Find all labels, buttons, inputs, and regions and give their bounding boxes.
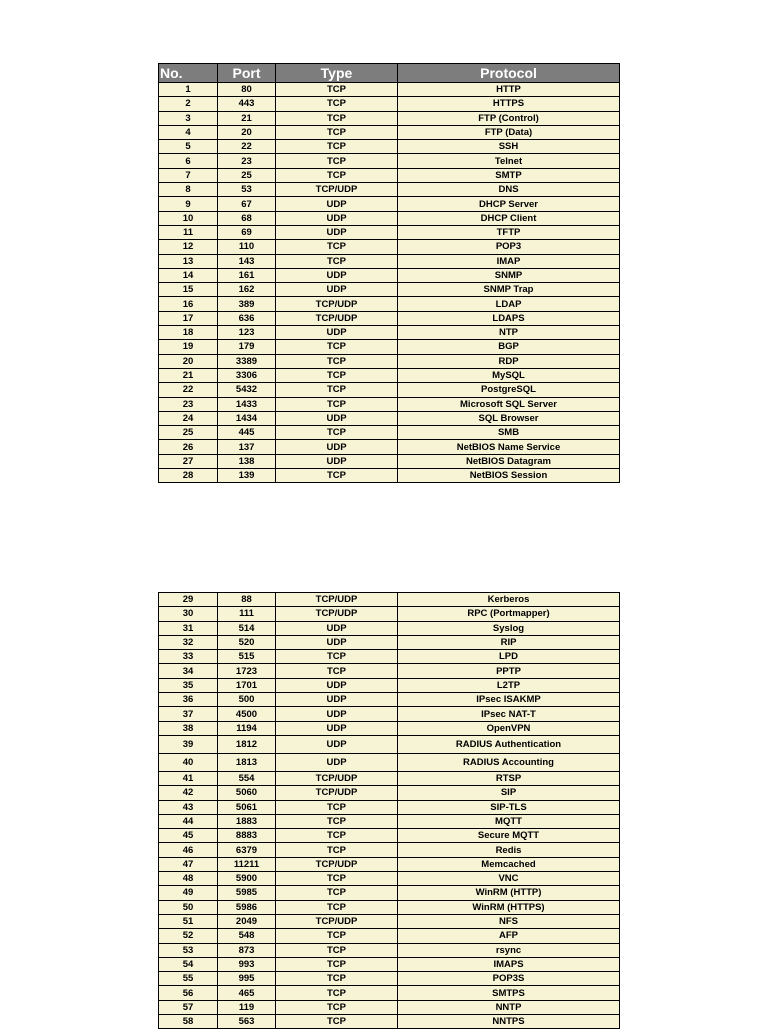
cell-port: 8883 bbox=[218, 829, 276, 843]
table-row bbox=[159, 735, 620, 753]
cell-type: TCP bbox=[276, 254, 398, 268]
cell-protocol: LDAPS bbox=[398, 311, 620, 325]
cell-no: 34 bbox=[159, 664, 218, 678]
cell-no: 20 bbox=[159, 354, 218, 368]
cell-protocol: SMTP bbox=[398, 168, 620, 182]
cell-port: 11211 bbox=[218, 857, 276, 871]
ports-table-2-body bbox=[159, 593, 620, 1029]
cell-no: 5 bbox=[159, 140, 218, 154]
cell-protocol: Secure MQTT bbox=[398, 829, 620, 843]
cell-no: 10 bbox=[159, 211, 218, 225]
cell-port: 137 bbox=[218, 440, 276, 454]
cell-type: TCP bbox=[276, 397, 398, 411]
cell-type: TCP bbox=[276, 843, 398, 857]
cell-port: 161 bbox=[218, 268, 276, 282]
cell-port: 500 bbox=[218, 693, 276, 707]
cell-port: 465 bbox=[218, 986, 276, 1000]
table-row bbox=[159, 125, 620, 139]
cell-protocol: TFTP bbox=[398, 225, 620, 239]
cell-port: 389 bbox=[218, 297, 276, 311]
cell-no: 16 bbox=[159, 297, 218, 311]
cell-port: 111 bbox=[218, 607, 276, 621]
cell-no: 14 bbox=[159, 268, 218, 282]
cell-port: 69 bbox=[218, 225, 276, 239]
cell-port: 873 bbox=[218, 943, 276, 957]
cell-type: TCP bbox=[276, 1015, 398, 1029]
cell-type: UDP bbox=[276, 707, 398, 721]
header-type: Type bbox=[276, 64, 398, 83]
cell-type: TCP/UDP bbox=[276, 297, 398, 311]
cell-protocol: AFP bbox=[398, 929, 620, 943]
table-row bbox=[159, 469, 620, 483]
cell-port: 1433 bbox=[218, 397, 276, 411]
cell-protocol: SNMP bbox=[398, 268, 620, 282]
cell-port: 3389 bbox=[218, 354, 276, 368]
table-row bbox=[159, 707, 620, 721]
cell-protocol: NNTP bbox=[398, 1000, 620, 1014]
header-no: No. bbox=[159, 64, 218, 83]
cell-protocol: Microsoft SQL Server bbox=[398, 397, 620, 411]
cell-port: 554 bbox=[218, 771, 276, 785]
table-row bbox=[159, 872, 620, 886]
cell-port: 1194 bbox=[218, 721, 276, 735]
cell-protocol: Kerberos bbox=[398, 593, 620, 607]
cell-no: 54 bbox=[159, 957, 218, 971]
cell-no: 33 bbox=[159, 650, 218, 664]
cell-no: 51 bbox=[159, 914, 218, 928]
cell-no: 50 bbox=[159, 900, 218, 914]
table-row bbox=[159, 340, 620, 354]
table-row bbox=[159, 197, 620, 211]
table-row bbox=[159, 97, 620, 111]
table-row bbox=[159, 621, 620, 635]
cell-no: 8 bbox=[159, 183, 218, 197]
cell-no: 57 bbox=[159, 1000, 218, 1014]
cell-no: 11 bbox=[159, 225, 218, 239]
ports-table-2 bbox=[158, 592, 620, 1029]
cell-type: TCP bbox=[276, 154, 398, 168]
cell-type: TCP bbox=[276, 664, 398, 678]
table-row bbox=[159, 183, 620, 197]
cell-port: 119 bbox=[218, 1000, 276, 1014]
table-row bbox=[159, 886, 620, 900]
table-row bbox=[159, 225, 620, 239]
cell-type: UDP bbox=[276, 411, 398, 425]
cell-protocol: SQL Browser bbox=[398, 411, 620, 425]
table-row bbox=[159, 297, 620, 311]
cell-protocol: SMTPS bbox=[398, 986, 620, 1000]
cell-protocol: L2TP bbox=[398, 678, 620, 692]
cell-protocol: PostgreSQL bbox=[398, 383, 620, 397]
cell-type: TCP bbox=[276, 814, 398, 828]
cell-type: TCP bbox=[276, 972, 398, 986]
table-row bbox=[159, 607, 620, 621]
cell-protocol: HTTP bbox=[398, 83, 620, 97]
cell-protocol: LPD bbox=[398, 650, 620, 664]
table-row bbox=[159, 268, 620, 282]
cell-type: UDP bbox=[276, 693, 398, 707]
table-row bbox=[159, 211, 620, 225]
cell-no: 32 bbox=[159, 635, 218, 649]
cell-no: 27 bbox=[159, 454, 218, 468]
table-row bbox=[159, 368, 620, 382]
cell-protocol: LDAP bbox=[398, 297, 620, 311]
cell-port: 6379 bbox=[218, 843, 276, 857]
cell-type: TCP bbox=[276, 368, 398, 382]
cell-port: 636 bbox=[218, 311, 276, 325]
table-row bbox=[159, 693, 620, 707]
table-row bbox=[159, 635, 620, 649]
cell-no: 18 bbox=[159, 326, 218, 340]
cell-port: 993 bbox=[218, 957, 276, 971]
cell-type: TCP bbox=[276, 383, 398, 397]
table-row bbox=[159, 957, 620, 971]
table-row bbox=[159, 354, 620, 368]
cell-port: 20 bbox=[218, 125, 276, 139]
cell-port: 995 bbox=[218, 972, 276, 986]
cell-port: 110 bbox=[218, 240, 276, 254]
cell-protocol: RADIUS Authentication bbox=[398, 735, 620, 753]
cell-protocol: NetBIOS Name Service bbox=[398, 440, 620, 454]
cell-protocol: Memcached bbox=[398, 857, 620, 871]
cell-type: UDP bbox=[276, 454, 398, 468]
cell-type: TCP/UDP bbox=[276, 914, 398, 928]
header-protocol: Protocol bbox=[398, 64, 620, 83]
cell-no: 15 bbox=[159, 283, 218, 297]
cell-no: 43 bbox=[159, 800, 218, 814]
cell-protocol: RDP bbox=[398, 354, 620, 368]
cell-protocol: DHCP Server bbox=[398, 197, 620, 211]
cell-port: 143 bbox=[218, 254, 276, 268]
cell-type: TCP bbox=[276, 900, 398, 914]
cell-type: TCP bbox=[276, 240, 398, 254]
table-row bbox=[159, 240, 620, 254]
cell-type: UDP bbox=[276, 326, 398, 340]
cell-port: 22 bbox=[218, 140, 276, 154]
table-row bbox=[159, 426, 620, 440]
cell-no: 46 bbox=[159, 843, 218, 857]
cell-port: 1434 bbox=[218, 411, 276, 425]
cell-type: TCP bbox=[276, 1000, 398, 1014]
cell-port: 3306 bbox=[218, 368, 276, 382]
cell-type: TCP bbox=[276, 340, 398, 354]
cell-type: TCP/UDP bbox=[276, 786, 398, 800]
cell-port: 5986 bbox=[218, 900, 276, 914]
cell-type: TCP bbox=[276, 829, 398, 843]
cell-port: 5985 bbox=[218, 886, 276, 900]
cell-protocol: Syslog bbox=[398, 621, 620, 635]
cell-port: 139 bbox=[218, 469, 276, 483]
cell-no: 44 bbox=[159, 814, 218, 828]
cell-no: 36 bbox=[159, 693, 218, 707]
cell-type: UDP bbox=[276, 635, 398, 649]
table-row bbox=[159, 857, 620, 871]
table-row bbox=[159, 140, 620, 154]
table-row bbox=[159, 83, 620, 97]
cell-no: 21 bbox=[159, 368, 218, 382]
cell-protocol: WinRM (HTTP) bbox=[398, 886, 620, 900]
table-row bbox=[159, 254, 620, 268]
cell-type: TCP bbox=[276, 125, 398, 139]
table-row bbox=[159, 900, 620, 914]
cell-protocol: RPC (Portmapper) bbox=[398, 607, 620, 621]
cell-port: 2049 bbox=[218, 914, 276, 928]
table-row bbox=[159, 829, 620, 843]
cell-no: 47 bbox=[159, 857, 218, 871]
cell-protocol: Telnet bbox=[398, 154, 620, 168]
table-row bbox=[159, 843, 620, 857]
cell-protocol: NTP bbox=[398, 326, 620, 340]
table-row bbox=[159, 397, 620, 411]
table-row bbox=[159, 283, 620, 297]
cell-no: 30 bbox=[159, 607, 218, 621]
cell-type: UDP bbox=[276, 197, 398, 211]
cell-port: 445 bbox=[218, 426, 276, 440]
cell-type: TCP/UDP bbox=[276, 771, 398, 785]
cell-type: TCP bbox=[276, 168, 398, 182]
cell-no: 52 bbox=[159, 929, 218, 943]
cell-port: 21 bbox=[218, 111, 276, 125]
cell-port: 1812 bbox=[218, 735, 276, 753]
cell-no: 31 bbox=[159, 621, 218, 635]
table-row bbox=[159, 914, 620, 928]
cell-no: 28 bbox=[159, 469, 218, 483]
cell-type: UDP bbox=[276, 211, 398, 225]
cell-type: UDP bbox=[276, 283, 398, 297]
table-row bbox=[159, 929, 620, 943]
cell-type: UDP bbox=[276, 225, 398, 239]
cell-protocol: SIP-TLS bbox=[398, 800, 620, 814]
cell-no: 19 bbox=[159, 340, 218, 354]
cell-type: TCP/UDP bbox=[276, 857, 398, 871]
cell-type: TCP bbox=[276, 650, 398, 664]
table-row bbox=[159, 411, 620, 425]
cell-protocol: SSH bbox=[398, 140, 620, 154]
cell-protocol: MySQL bbox=[398, 368, 620, 382]
table-row bbox=[159, 800, 620, 814]
cell-no: 12 bbox=[159, 240, 218, 254]
cell-protocol: SMB bbox=[398, 426, 620, 440]
cell-type: TCP bbox=[276, 140, 398, 154]
cell-protocol: RIP bbox=[398, 635, 620, 649]
cell-port: 5061 bbox=[218, 800, 276, 814]
cell-type: TCP bbox=[276, 800, 398, 814]
cell-type: UDP bbox=[276, 621, 398, 635]
cell-no: 3 bbox=[159, 111, 218, 125]
cell-type: UDP bbox=[276, 268, 398, 282]
table-row bbox=[159, 311, 620, 325]
cell-protocol: DNS bbox=[398, 183, 620, 197]
cell-port: 68 bbox=[218, 211, 276, 225]
cell-no: 56 bbox=[159, 986, 218, 1000]
ports-table-1-body bbox=[159, 83, 620, 483]
cell-port: 548 bbox=[218, 929, 276, 943]
table-row bbox=[159, 678, 620, 692]
table-row bbox=[159, 814, 620, 828]
cell-no: 9 bbox=[159, 197, 218, 211]
table-row bbox=[159, 593, 620, 607]
cell-no: 2 bbox=[159, 97, 218, 111]
table-row bbox=[159, 986, 620, 1000]
cell-type: UDP bbox=[276, 440, 398, 454]
cell-protocol: Redis bbox=[398, 843, 620, 857]
cell-type: UDP bbox=[276, 678, 398, 692]
cell-type: TCP bbox=[276, 943, 398, 957]
cell-protocol: IMAP bbox=[398, 254, 620, 268]
cell-protocol: RADIUS Accounting bbox=[398, 753, 620, 771]
cell-no: 58 bbox=[159, 1015, 218, 1029]
cell-type: TCP/UDP bbox=[276, 593, 398, 607]
cell-no: 45 bbox=[159, 829, 218, 843]
table-row bbox=[159, 1015, 620, 1029]
cell-protocol: BGP bbox=[398, 340, 620, 354]
cell-type: TCP bbox=[276, 929, 398, 943]
table-row bbox=[159, 383, 620, 397]
cell-port: 563 bbox=[218, 1015, 276, 1029]
cell-port: 67 bbox=[218, 197, 276, 211]
cell-port: 5900 bbox=[218, 872, 276, 886]
cell-no: 35 bbox=[159, 678, 218, 692]
table-row bbox=[159, 1000, 620, 1014]
cell-protocol: NFS bbox=[398, 914, 620, 928]
cell-no: 24 bbox=[159, 411, 218, 425]
cell-protocol: NetBIOS Datagram bbox=[398, 454, 620, 468]
cell-no: 42 bbox=[159, 786, 218, 800]
cell-no: 48 bbox=[159, 872, 218, 886]
cell-port: 515 bbox=[218, 650, 276, 664]
cell-type: TCP bbox=[276, 97, 398, 111]
cell-type: TCP/UDP bbox=[276, 183, 398, 197]
cell-no: 26 bbox=[159, 440, 218, 454]
cell-port: 162 bbox=[218, 283, 276, 297]
cell-type: TCP bbox=[276, 83, 398, 97]
cell-no: 40 bbox=[159, 753, 218, 771]
cell-protocol: MQTT bbox=[398, 814, 620, 828]
cell-no: 38 bbox=[159, 721, 218, 735]
cell-no: 22 bbox=[159, 383, 218, 397]
cell-no: 4 bbox=[159, 125, 218, 139]
cell-no: 1 bbox=[159, 83, 218, 97]
table-row bbox=[159, 111, 620, 125]
cell-protocol: SNMP Trap bbox=[398, 283, 620, 297]
cell-port: 443 bbox=[218, 97, 276, 111]
cell-no: 41 bbox=[159, 771, 218, 785]
cell-no: 7 bbox=[159, 168, 218, 182]
cell-type: TCP bbox=[276, 354, 398, 368]
header-port: Port bbox=[218, 64, 276, 83]
cell-protocol: HTTPS bbox=[398, 97, 620, 111]
cell-type: TCP bbox=[276, 872, 398, 886]
header-row bbox=[159, 64, 620, 83]
cell-no: 17 bbox=[159, 311, 218, 325]
table-row bbox=[159, 771, 620, 785]
cell-port: 5432 bbox=[218, 383, 276, 397]
cell-no: 37 bbox=[159, 707, 218, 721]
cell-type: UDP bbox=[276, 753, 398, 771]
table-row bbox=[159, 753, 620, 771]
cell-protocol: RTSP bbox=[398, 771, 620, 785]
cell-type: TCP/UDP bbox=[276, 607, 398, 621]
cell-protocol: DHCP Client bbox=[398, 211, 620, 225]
table-row bbox=[159, 440, 620, 454]
cell-protocol: WinRM (HTTPS) bbox=[398, 900, 620, 914]
cell-protocol: NetBIOS Session bbox=[398, 469, 620, 483]
cell-protocol: PPTP bbox=[398, 664, 620, 678]
table-row bbox=[159, 168, 620, 182]
ports-table-1 bbox=[158, 63, 620, 483]
table-row bbox=[159, 972, 620, 986]
table-row bbox=[159, 650, 620, 664]
table-row bbox=[159, 454, 620, 468]
cell-port: 25 bbox=[218, 168, 276, 182]
cell-type: TCP bbox=[276, 469, 398, 483]
cell-port: 179 bbox=[218, 340, 276, 354]
cell-protocol: FTP (Data) bbox=[398, 125, 620, 139]
cell-type: UDP bbox=[276, 721, 398, 735]
table-row bbox=[159, 664, 620, 678]
cell-protocol: IPsec NAT-T bbox=[398, 707, 620, 721]
cell-port: 4500 bbox=[218, 707, 276, 721]
cell-type: TCP bbox=[276, 986, 398, 1000]
table-row bbox=[159, 154, 620, 168]
cell-port: 514 bbox=[218, 621, 276, 635]
cell-port: 123 bbox=[218, 326, 276, 340]
cell-port: 1723 bbox=[218, 664, 276, 678]
cell-no: 6 bbox=[159, 154, 218, 168]
table-row bbox=[159, 786, 620, 800]
cell-port: 80 bbox=[218, 83, 276, 97]
cell-port: 520 bbox=[218, 635, 276, 649]
cell-no: 13 bbox=[159, 254, 218, 268]
cell-no: 49 bbox=[159, 886, 218, 900]
cell-port: 88 bbox=[218, 593, 276, 607]
cell-protocol: rsync bbox=[398, 943, 620, 957]
table-row bbox=[159, 721, 620, 735]
cell-port: 5060 bbox=[218, 786, 276, 800]
cell-port: 1883 bbox=[218, 814, 276, 828]
cell-no: 25 bbox=[159, 426, 218, 440]
cell-protocol: NNTPS bbox=[398, 1015, 620, 1029]
cell-no: 53 bbox=[159, 943, 218, 957]
cell-port: 1701 bbox=[218, 678, 276, 692]
cell-no: 39 bbox=[159, 735, 218, 753]
cell-type: TCP bbox=[276, 957, 398, 971]
cell-protocol: POP3 bbox=[398, 240, 620, 254]
cell-protocol: VNC bbox=[398, 872, 620, 886]
cell-port: 1813 bbox=[218, 753, 276, 771]
cell-type: TCP/UDP bbox=[276, 311, 398, 325]
cell-protocol: SIP bbox=[398, 786, 620, 800]
cell-port: 23 bbox=[218, 154, 276, 168]
cell-no: 29 bbox=[159, 593, 218, 607]
cell-type: UDP bbox=[276, 735, 398, 753]
cell-protocol: IMAPS bbox=[398, 957, 620, 971]
table-row bbox=[159, 326, 620, 340]
cell-protocol: OpenVPN bbox=[398, 721, 620, 735]
cell-port: 53 bbox=[218, 183, 276, 197]
table-row bbox=[159, 943, 620, 957]
cell-protocol: IPsec ISAKMP bbox=[398, 693, 620, 707]
cell-type: TCP bbox=[276, 111, 398, 125]
cell-type: TCP bbox=[276, 426, 398, 440]
cell-protocol: FTP (Control) bbox=[398, 111, 620, 125]
cell-no: 55 bbox=[159, 972, 218, 986]
cell-no: 23 bbox=[159, 397, 218, 411]
cell-port: 138 bbox=[218, 454, 276, 468]
cell-protocol: POP3S bbox=[398, 972, 620, 986]
cell-type: TCP bbox=[276, 886, 398, 900]
